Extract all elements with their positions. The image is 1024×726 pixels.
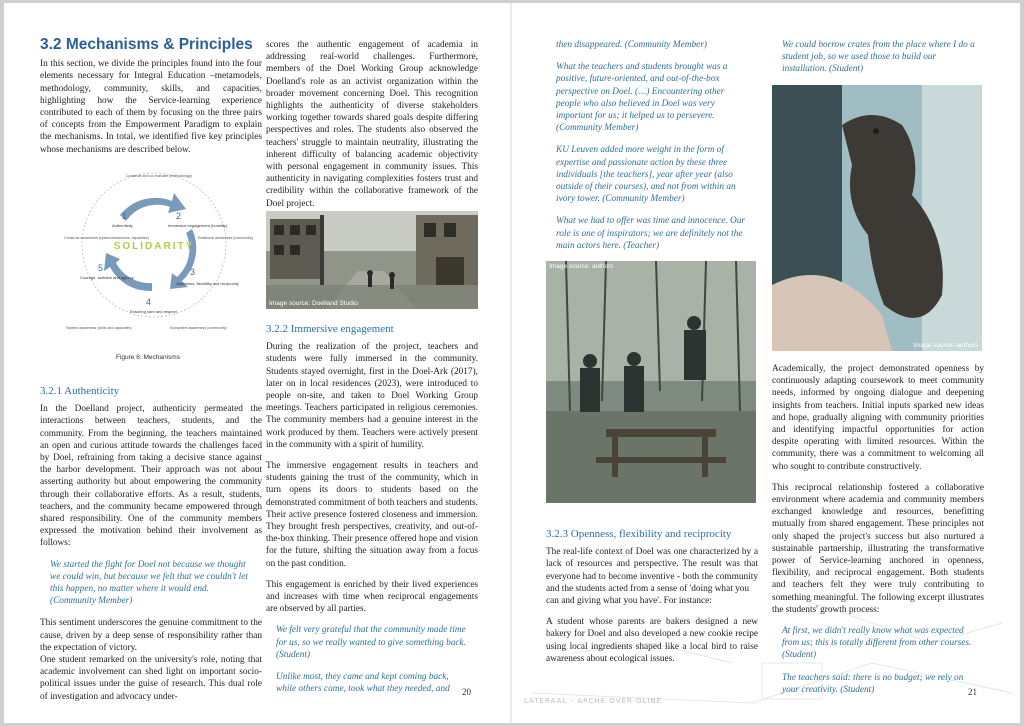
- cookie-photo-image: [772, 85, 982, 351]
- quote-student-3: At first, we didn't really know what was expected from us; this is totally different from other courses. (Student): [782, 626, 972, 661]
- immersive-paragraph-3: This engagement is enriched by their lived experiences and increases with time when reciprocal engagements are observed by all parties.: [266, 579, 478, 615]
- solidarity-label: SOLIDARITY: [113, 241, 195, 252]
- quote-community-1: We started the fight for Doel not because we thought we could win, but because we felt that we couldn't let this happen, no matter where it would end. (Community Member): [50, 559, 248, 607]
- intro-paragraph: In this section, we divide the principles found into the four elements necessary for Integral Education –metamodels, methodology, community, skills, and capacities, highlighting how the Service-learning experience contributed to each of them by focusing on the three pairs of concepts from the Empowerment Paradigm to explain the mechanisms. In total, we identified five key principles whose mechanisms are described below.: [40, 59, 262, 155]
- academic-paragraph: Academically, the project demonstrated openness by continuously adapting coursework to meet community needs, informed by ongoing dialogue and deepening insights from teachers. Initial inputs sparked new ideas and hope, gradually aligning with community priorities and identifying impactful opportunities for action despite operating with limited resources. Within the community, there was a commitment to welcoming all who sought to contribute constructively.: [772, 364, 984, 472]
- subheading-openness: 3.2.3 Openness, flexibility and reciprocity: [546, 528, 732, 540]
- quote-community-2: Unlike most, they came and kept coming back, while others came, took what they needed, and: [276, 672, 450, 695]
- mechanism-number-3: 3: [190, 267, 196, 277]
- group-photo: [546, 261, 756, 503]
- outer-label-5: Construct awareness (system/awareness, capacities): [64, 236, 149, 240]
- mechanism-number-1: 1: [122, 211, 128, 221]
- left-column-1: [40, 36, 262, 165]
- openness-paragraph-1: The real-life context of Doel was one characterized by a lack of resources and perspective. The result was that everyone had to become inventive - both the community and the students acted from a sense of 'doing what you: [546, 547, 758, 594]
- quote-teacher-1: What we had to offer was time and innocence. Our role is one of inspirators; we are definitely not the main actors here. (Teacher): [556, 216, 746, 251]
- subheading-immersive: 3.2.2 Immersive engagement: [266, 323, 394, 335]
- quote-community-continued: then disappeared. (Community Member): [556, 40, 707, 50]
- mechanism-number-5: 5: [98, 263, 104, 273]
- sentiment-paragraph: This sentiment underscores the genuine commitment to the cause, driven by a deep sense of responsibility rather than the expectation of victory.: [40, 618, 262, 653]
- photo-credit-1: Image source: Doelland Studio: [269, 300, 358, 307]
- mechanism-label-2: Immersive engagement (humility): [168, 223, 228, 228]
- openness-paragraph-1b: can and giving what you have'. For instance:: [546, 596, 712, 607]
- subheading-authenticity: 3.2.1 Authenticity: [40, 385, 120, 397]
- doel-street-photo: [266, 211, 478, 309]
- figure-caption: Figure 6: Mechanisms: [116, 354, 180, 361]
- immersive-paragraph-1: During the realization of the project, teachers and students were fully immersed in the community. Students stayed overnight, first in the Doel-Ark (2017), later on in local residences (2023), were introduced to people on-site, and taken to Doel Working Group meetings. Teachers participated in religious ceremonies. The community members had a genuine interest in the work produced by them. Teachers were actively present in the community with a spirit of humility.: [266, 342, 478, 450]
- authenticity-paragraph: In the Doelland project, authenticity permeated the interactions between teachers, students, and the community. From the beginning, the teachers maintained an open and curious attitude towards the challenges faced by Doel, refraining from taking a decisive stance against the harbor development. Their approach was not about asserting authority but about empowering the community through their collaborative efforts. As a result, students, teachers, and the community became empowered through shared responsibility. One of the community members expressed the motivation behind their involvement as follows:: [40, 404, 262, 549]
- mechanisms-diagram: [64, 163, 254, 351]
- mechanism-label-5: Courage, activism and agency: [80, 275, 134, 280]
- outer-label-3: Ecosystem awareness (community): [170, 326, 227, 330]
- mechanism-number-4: 4: [146, 297, 152, 307]
- reciprocal-paragraph: This reciprocal relationship fostered a collaborative environment where academia and community members exchanged knowledge and resources, benefitting mutually from shared engagement. These principles not only shaped the project's success but also nurtured a sustainable partnership, illustrating the transformative power of Service-learning anchored in openness, flexibility, and reciprocal engagement. Both students and teachers felt they were truly contributing to something meaningful. The following excerpt illustrates the students' growth process:: [772, 482, 984, 615]
- right-column-1: [546, 39, 758, 262]
- mechanism-label-3: Openness, flexibility and reciprocity: [176, 281, 239, 286]
- page-number-left: 20: [462, 687, 471, 697]
- sketch-annotation: LATERAAL - ARCHE OVER GLINE: [524, 697, 663, 705]
- student-remark-paragraph: One student remarked on the university's role, noting that academic involvement can shed light on important socio-political issues under the guise of research. This dual role of investigation and advocacy under-: [40, 655, 262, 702]
- quote-community-3: What the teachers and students brought was a positive, future-oriented, and out-of-the-box perspective on Doel. (…) Encountering other people who also believed in Doel was very important for us; it helped us to persevere. (Community Member): [556, 62, 728, 134]
- page-number-right: 21: [968, 687, 977, 697]
- page-21: [512, 3, 1020, 723]
- right-column-2-lower: [772, 363, 984, 706]
- mechanism-number-2: 2: [176, 211, 182, 221]
- outer-label-2: Relational awareness (community): [198, 236, 254, 240]
- right-column-1-lower: [546, 526, 758, 674]
- outer-label-1: Construct and co-evaluate (methodology): [126, 174, 192, 178]
- left-column-2: [266, 39, 478, 219]
- street-photo-image: [266, 211, 478, 309]
- left-column-1-lower: [40, 383, 262, 712]
- outer-label-4: System awareness (skills and capacities): [66, 326, 132, 330]
- group-photo-image: [546, 261, 756, 503]
- mechanisms-figure: [64, 163, 254, 351]
- photo-credit-3: Image source: authors: [913, 342, 978, 349]
- immersive-paragraph-2: The immersive engagement results in teachers and students gaining the trust of the community, which in turn opens its doors to students based on the demonstrated commitment of both teachers and students. Their active presence fostered closeness and immersion. They brought fresh perspectives, creativity, and out-of-the-box thinking. Their presence offered hope and vision for the future, shifting the situation away from a focus on the past condition.: [266, 461, 478, 569]
- quote-community-4: KU Leuven added more weight in the form of expertise and passionate action by these three individuals [the teachers], year after year (also outside of their courses), and not from within an ivory tower. (Community Member): [556, 145, 736, 205]
- cookie-photo: [772, 85, 982, 351]
- quote-student-2: We could borrow crates from the place where I do a student job, so we used those to build our installation. (Student): [782, 40, 975, 75]
- quote-student-1: We felt very grateful that the community made time for us, so we really wanted to give something back. (Student): [276, 625, 466, 660]
- section-heading: 3.2 Mechanisms & Principles: [40, 36, 253, 53]
- photo-credit-2: Image source: authors: [549, 263, 614, 270]
- openness-paragraph-2: A student whose parents are bakers designed a new bakery for Doel and also developed a new cookie recipe using local ingredients shaped like a local bird to raise awareness about ecological issues.: [546, 617, 758, 664]
- page-20: [4, 3, 510, 723]
- right-column-2: [772, 39, 984, 86]
- quote-student-4: The teachers said: there is no budget; we rely on your creativity. (Student): [782, 672, 964, 695]
- mechanism-label-1: Authenticity: [112, 223, 133, 228]
- authenticity-continued: scores the authentic engagement of academia in addressing real-world challenges. Furthermore, members of the Doel Working Group acknowledge Doelland's role as an activist organization within the broader movement concerning Doel. This recognition highlights the authenticity of diverse stakeholders working together towards shared goals despite differing perspectives and roles. The students also observed the teachers' struggle to maintain neutrality, illustrating the inherent difficulty of balancing academic objectivity with personal engagement in community issues. This authenticity in navigating complexities fosters trust and credibility within the collaborative framework of the Doel project.: [266, 40, 478, 209]
- left-column-2-lower: [266, 321, 478, 705]
- mechanism-label-4: Ensuring care and respect: [130, 309, 177, 314]
